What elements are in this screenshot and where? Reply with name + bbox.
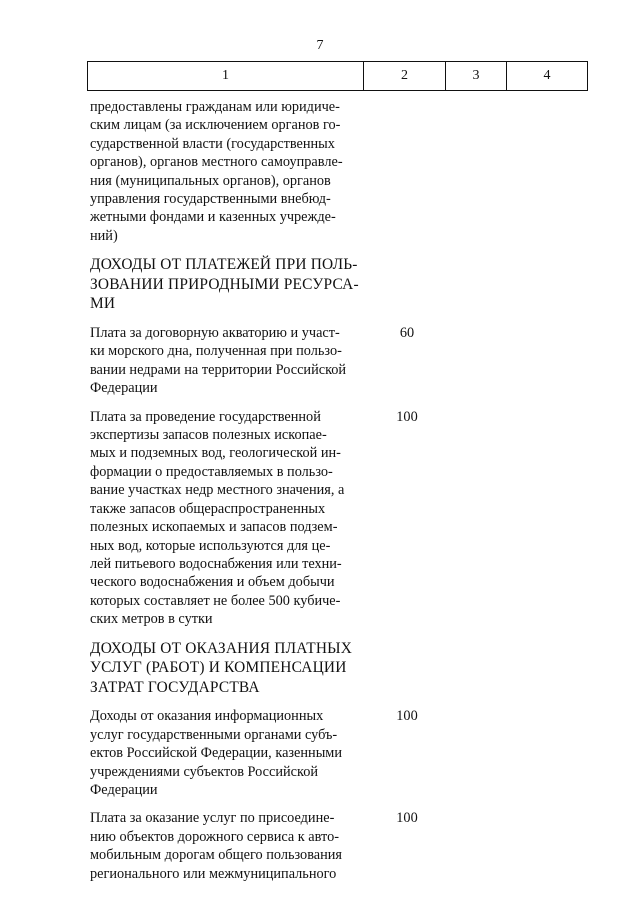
row-value: 100: [396, 708, 418, 725]
row-description: Плата за проведение государственной экспертизы запасов полезных ископае- мых и подземных вод, геологической ин- формации о предоставляемых в пользо- вание участках недр местного значения, а также запасов общераспространенных полезных ископаемых и запасов подзем- ных вод, которые используются для це- лей питьевого водоснабжения или техни- ческого водоснабжения и объем добычи которых составляет не более 500 кубиче- ских метров в сутки: [90, 408, 345, 628]
table-body: [90, 98, 590, 883]
table-row: [90, 408, 590, 629]
row-description: Доходы от оказания информационных услуг государственными органами субъ- ектов Российской Федерации, казенными учреждениями субъектов Российской Федерации: [90, 708, 343, 798]
row-value: 100: [396, 810, 418, 827]
column-header-3: 3: [446, 62, 507, 90]
table-row: [90, 324, 590, 398]
table-row: [90, 98, 590, 245]
row-description: Плата за договорную акваторию и участ- ки морского дна, полученная при пользо- вании недрами на территории Российской Федерации: [90, 325, 347, 397]
column-header-2: 2: [364, 62, 446, 90]
row-description: предоставлены гражданам или юридиче- ским лицам (за исключением органов го- сударственной власти (государственных органов), органов местного самоуправле- ния (муниципальных органов), органов управления государственными внебюд- жетными фондами и казенных учрежде- ний): [90, 99, 343, 244]
column-header-4: 4: [543, 68, 551, 83]
row-value: 60: [399, 325, 415, 342]
table-row: [90, 809, 590, 883]
table-row: [90, 707, 590, 799]
page-number: 7: [316, 38, 324, 53]
section-heading: ДОХОДЫ ОТ ПЛАТЕЖЕЙ ПРИ ПОЛЬ- ЗОВАНИИ ПРИРОДНЫМИ РЕСУРСА- МИ: [90, 256, 359, 313]
section-heading: ДОХОДЫ ОТ ОКАЗАНИЯ ПЛАТНЫХ УСЛУГ (РАБОТ) И КОМПЕНСАЦИИ ЗАТРАТ ГОСУДАРСТВА: [90, 639, 353, 696]
table-header: [87, 61, 588, 91]
row-description: Плата за оказание услуг по присоедине- нию объектов дорожного сервиса к авто- мобильным дорогам общего пользования регионального или межмуниципального: [90, 810, 342, 882]
section-heading-row: [90, 639, 590, 698]
column-header-1: 1: [88, 62, 364, 90]
row-value: 100: [396, 408, 418, 425]
section-heading-row: [90, 255, 590, 314]
